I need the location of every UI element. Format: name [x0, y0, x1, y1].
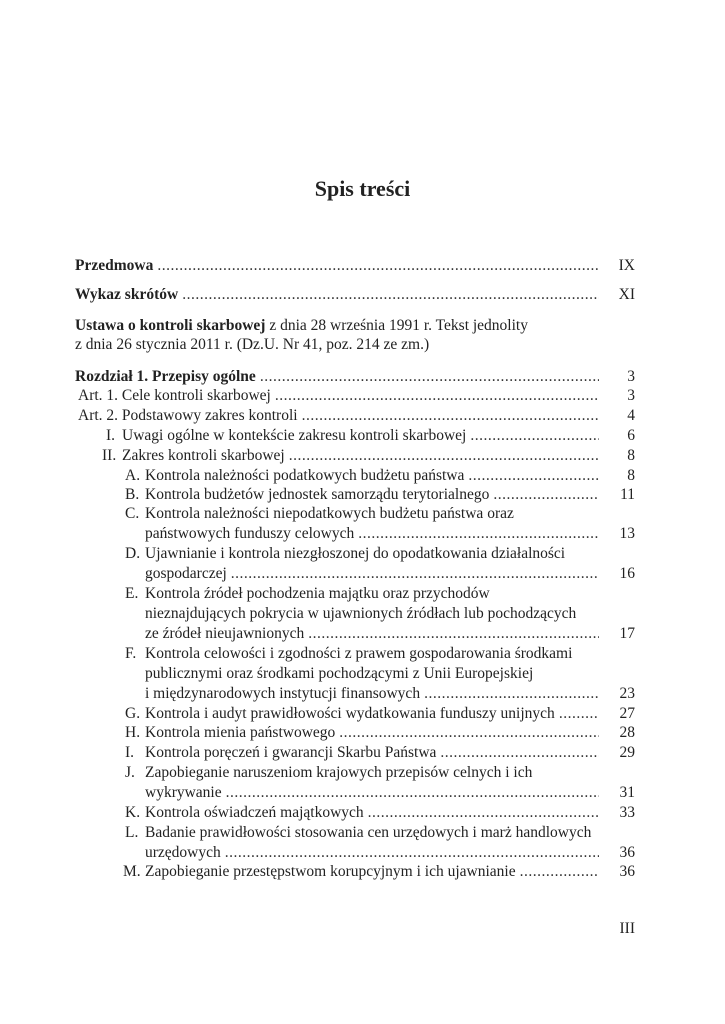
toc-label: Przedmowa	[75, 257, 154, 274]
toc-leader	[275, 385, 599, 407]
toc-entry-m[interactable]	[123, 861, 635, 883]
toc-entry-wykaz-skrotow[interactable]	[75, 284, 635, 306]
toc-entry-c-line1[interactable]	[125, 503, 514, 525]
toc-number: K.	[125, 804, 141, 821]
toc-label: Kontrola budżetów jednostek samorządu terytorialnego	[145, 486, 490, 503]
toc-entry-f-line1[interactable]	[125, 643, 572, 665]
toc-label: Art. 2. Podstawowy zakres kontroli	[78, 407, 298, 424]
toc-entry-e-line2: nieznajdujących pokrycia w ujawnionych źródłach lub pochodzących	[145, 605, 577, 622]
toc-page: 17	[619, 625, 635, 642]
toc-leader	[302, 405, 599, 427]
toc-leader	[231, 563, 599, 585]
toc-label: Kontrola źródeł pochodzenia majątku oraz przychodów	[145, 585, 490, 602]
toc-label: Kontrola poręczeń i gwarancji Skarbu Państwa	[145, 744, 437, 761]
toc-label: urzędowych	[145, 844, 221, 861]
toc-page: 16	[619, 565, 635, 582]
toc-entry-f-line2: publicznymi oraz środkami pochodzącymi z Unii Europejskiej	[145, 665, 534, 682]
toc-leader	[182, 284, 599, 306]
toc-label: wykrywanie	[145, 784, 222, 801]
toc-page: 33	[619, 804, 635, 821]
toc-leader	[520, 861, 599, 883]
toc-page: XI	[618, 286, 635, 303]
toc-entry-art-2[interactable]	[78, 405, 635, 427]
toc-page: 3	[627, 368, 635, 385]
toc-label: Kontrola i audyt prawidłowości wydatkowania funduszy unijnych	[145, 705, 555, 722]
toc-number: E.	[125, 585, 139, 602]
toc-page: 23	[619, 685, 635, 702]
toc-label: Zapobieganie naruszeniom krajowych przepisów celnych i ich	[145, 764, 533, 781]
toc-page: 3	[627, 387, 635, 404]
page-title: Spis treści	[314, 176, 411, 201]
toc-number: G.	[125, 705, 141, 722]
toc-entry-f[interactable]	[145, 683, 635, 705]
toc-leader	[339, 722, 599, 744]
toc-label: Zapobieganie przestępstwom korupcyjnym i ich ujawnianie	[145, 863, 516, 880]
ustawa-title: Ustawa o kontroli skarbowej	[75, 317, 266, 334]
toc-entry-c[interactable]	[145, 523, 635, 545]
toc-page: 13	[619, 525, 635, 542]
toc-entry-d[interactable]	[145, 563, 635, 585]
toc-leader	[470, 425, 599, 447]
toc-number: J.	[125, 764, 135, 781]
toc-leader	[358, 523, 599, 545]
toc-entry-k[interactable]	[125, 802, 635, 824]
ustawa-date: z dnia 28 września 1991 r. Tekst jednolity	[265, 317, 528, 334]
toc-leader	[424, 683, 599, 705]
toc-page: 8	[627, 447, 635, 464]
toc-entry-h[interactable]	[125, 722, 635, 744]
toc-page: 36	[619, 844, 635, 861]
toc-label: Kontrola mienia państwowego	[145, 724, 336, 741]
toc-page: 11	[620, 486, 635, 503]
toc-number: L.	[125, 824, 139, 841]
toc-label: Ujawnianie i kontrola niezgłoszonej do opodatkowania działalności	[145, 545, 566, 562]
toc-label: Rozdział 1. Przepisy ogólne	[75, 368, 256, 385]
toc-label: Kontrola należności podatkowych budżetu państwa	[145, 467, 465, 484]
toc-entry-e[interactable]	[145, 623, 635, 645]
toc-leader	[440, 742, 599, 764]
toc-page: 31	[619, 784, 635, 801]
toc-entry-j[interactable]	[145, 782, 635, 804]
toc-number: I.	[106, 427, 116, 444]
page-number: III	[619, 920, 635, 937]
toc-entry-section-i[interactable]	[106, 425, 635, 447]
toc-entry-d-line1[interactable]	[125, 543, 565, 565]
toc-number: H.	[125, 724, 141, 741]
toc-label: Kontrola należności niepodatkowych budżetu państwa oraz	[145, 505, 514, 522]
toc-label: Art. 1. Cele kontroli skarbowej	[78, 387, 271, 404]
toc-label: ze źródeł nieujawnionych	[145, 625, 305, 642]
toc-leader	[289, 445, 599, 467]
toc-label: Zakres kontroli skarbowej	[122, 447, 285, 464]
toc-page: 36	[619, 863, 635, 880]
toc-number: B.	[125, 486, 140, 503]
toc-entry-section-ii[interactable]	[102, 445, 635, 467]
toc-number: A.	[125, 467, 141, 484]
toc-label: Kontrola oświadczeń majątkowych	[145, 804, 364, 821]
toc-entry-l-line1[interactable]	[125, 822, 591, 844]
toc-number: F.	[125, 645, 137, 662]
toc-label: państwowych funduszy celowych	[145, 525, 355, 542]
toc-number: II.	[102, 447, 117, 464]
toc-number: D.	[125, 545, 141, 562]
toc-entry-przedmowa[interactable]	[75, 255, 635, 277]
toc-label: gospodarczej	[145, 565, 227, 582]
toc-leader	[368, 802, 599, 824]
toc-leader	[308, 623, 599, 645]
toc-page: 27	[619, 705, 635, 722]
toc-label: i międzynarodowych instytucji finansowych	[145, 685, 421, 702]
toc-entry-e-line1[interactable]	[125, 583, 490, 605]
toc-page: 29	[619, 744, 635, 761]
toc-label: Kontrola celowości i zgodności z prawem gospodarowania środkami	[145, 645, 573, 662]
toc-label: Wykaz skrótów	[75, 286, 179, 303]
toc-number: M.	[123, 863, 141, 880]
toc-page: IX	[618, 257, 635, 274]
toc-page: 28	[619, 724, 635, 741]
toc-page: 6	[627, 427, 635, 444]
ustawa-heading-line2: z dnia 26 stycznia 2011 r. (Dz.U. Nr 41, poz. 214 ze zm.)	[75, 336, 430, 353]
toc-entry-i[interactable]	[125, 742, 635, 764]
toc-number: I.	[125, 744, 135, 761]
toc-entry-art-1[interactable]	[78, 385, 635, 407]
toc-label: Uwagi ogólne w kontekście zakresu kontroli skarbowej	[122, 427, 467, 444]
toc-entry-j-line1[interactable]	[125, 762, 532, 784]
toc-leader	[157, 255, 599, 277]
toc-number: C.	[125, 505, 140, 522]
toc-page: 4	[627, 407, 635, 424]
toc-page: 8	[627, 467, 635, 484]
toc-label: Badanie prawidłowości stosowania cen urzędowych i marż handlowych	[145, 824, 592, 841]
toc-leader	[226, 782, 599, 804]
